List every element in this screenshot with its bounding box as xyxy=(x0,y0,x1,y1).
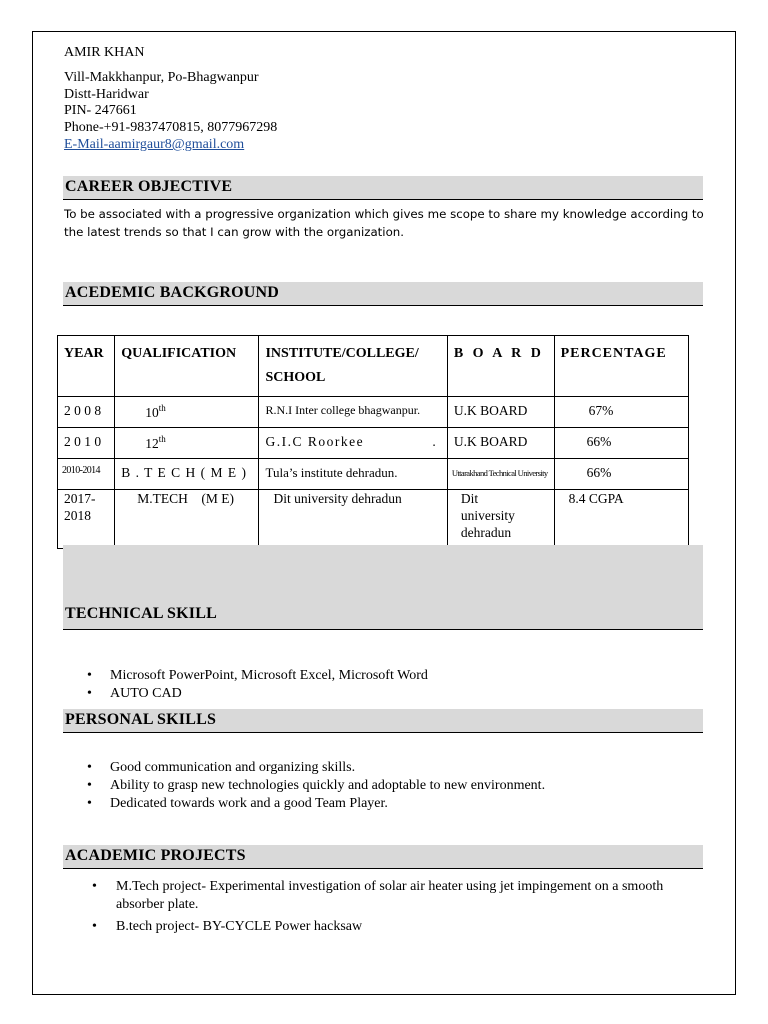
header-year: YEAR xyxy=(64,346,104,361)
row-percentage: 8.4 CGPA xyxy=(568,491,624,506)
table-row xyxy=(58,428,689,459)
career-objective-text: To be associated with a progressive organization which gives me scope to share my knowledge according to the latest trends so that I can grow with the organization. xyxy=(64,207,704,239)
section-career-objective xyxy=(63,176,703,200)
row-year: 2 0 0 8 xyxy=(64,403,102,418)
row-percentage: 66% xyxy=(586,434,612,449)
table-header-row xyxy=(58,336,689,397)
row-institute: G.I.C Roorkee . xyxy=(265,434,438,449)
header-percentage: PERCENTAGE xyxy=(560,346,667,361)
header-board: B O A R D xyxy=(453,346,544,361)
row-board: U.K BOARD xyxy=(453,403,528,418)
row-qualification: 12th xyxy=(145,434,166,451)
header-qualification: QUALIFICATION xyxy=(121,346,237,361)
row-percentage: 66% xyxy=(586,465,612,480)
row-percentage: 67% xyxy=(588,403,614,418)
table-row xyxy=(58,459,689,490)
list-item: • Ability to grasp new technologies quickly and adoptable to new environment. xyxy=(64,777,545,795)
table-row xyxy=(58,397,689,428)
list-item: • Dedicated towards work and a good Team Player. xyxy=(64,795,545,813)
section-academic-background xyxy=(63,282,703,306)
academic-table xyxy=(57,335,689,549)
list-item: • B.tech project- BY-CYCLE Power hacksaw xyxy=(64,918,694,936)
section-title: PERSONAL SKILLS xyxy=(65,711,217,728)
technical-skill-list xyxy=(64,667,428,703)
pin-code: PIN- 247661 xyxy=(64,103,137,118)
section-academic-projects xyxy=(63,845,703,869)
phone-number: Phone-+91-9837470815, 8077967298 xyxy=(64,120,278,135)
list-item: • M.Tech project- Experimental investigation of solar air heater using jet impingement on a smooth absorber plate. xyxy=(64,878,694,914)
section-technical-skill xyxy=(63,545,703,630)
table-row xyxy=(58,490,689,549)
row-year: 2010-2014 xyxy=(62,465,100,476)
personal-skills-list xyxy=(64,759,545,813)
header-institute: INSTITUTE/COLLEGE/ SCHOOL xyxy=(265,346,419,385)
row-year: 2017-2018 xyxy=(64,491,96,523)
row-qualification: M.TECH (M E) xyxy=(137,491,235,506)
list-item: • Good communication and organizing skills. xyxy=(64,759,545,777)
section-title: TECHNICAL SKILL xyxy=(65,605,217,622)
row-qualification: B . T E C H ( M E ) xyxy=(121,465,248,480)
list-item: • Microsoft PowerPoint, Microsoft Excel, Microsoft Word xyxy=(64,667,428,685)
row-board: U.K BOARD xyxy=(453,434,528,449)
row-board: Uttarakhand Technical University xyxy=(451,468,548,478)
section-title: CAREER OBJECTIVE xyxy=(65,178,233,195)
section-title: ACEDEMIC BACKGROUND xyxy=(65,284,280,301)
section-personal-skills xyxy=(63,709,703,733)
row-year: 2 0 1 0 xyxy=(64,434,102,449)
row-institute: Dit university dehradun xyxy=(273,491,402,506)
candidate-name: AMIR KHAN xyxy=(64,45,145,60)
row-institute: Tula’s institute dehradun. xyxy=(265,465,398,480)
list-item: • AUTO CAD xyxy=(64,685,428,703)
row-board: Dit university dehradun xyxy=(460,491,515,540)
section-title: ACADEMIC PROJECTS xyxy=(65,847,246,864)
row-qualification: 10th xyxy=(145,403,166,420)
academic-projects-list xyxy=(64,878,694,936)
email-link[interactable]: E-Mail-aamirgaur8@gmail.com xyxy=(64,137,245,152)
address-line-2: Distt-Haridwar xyxy=(64,87,149,102)
row-institute: R.N.I Inter college bhagwanpur. xyxy=(265,403,421,417)
address-line-1: Vill-Makkhanpur, Po-Bhagwanpur xyxy=(64,70,259,85)
